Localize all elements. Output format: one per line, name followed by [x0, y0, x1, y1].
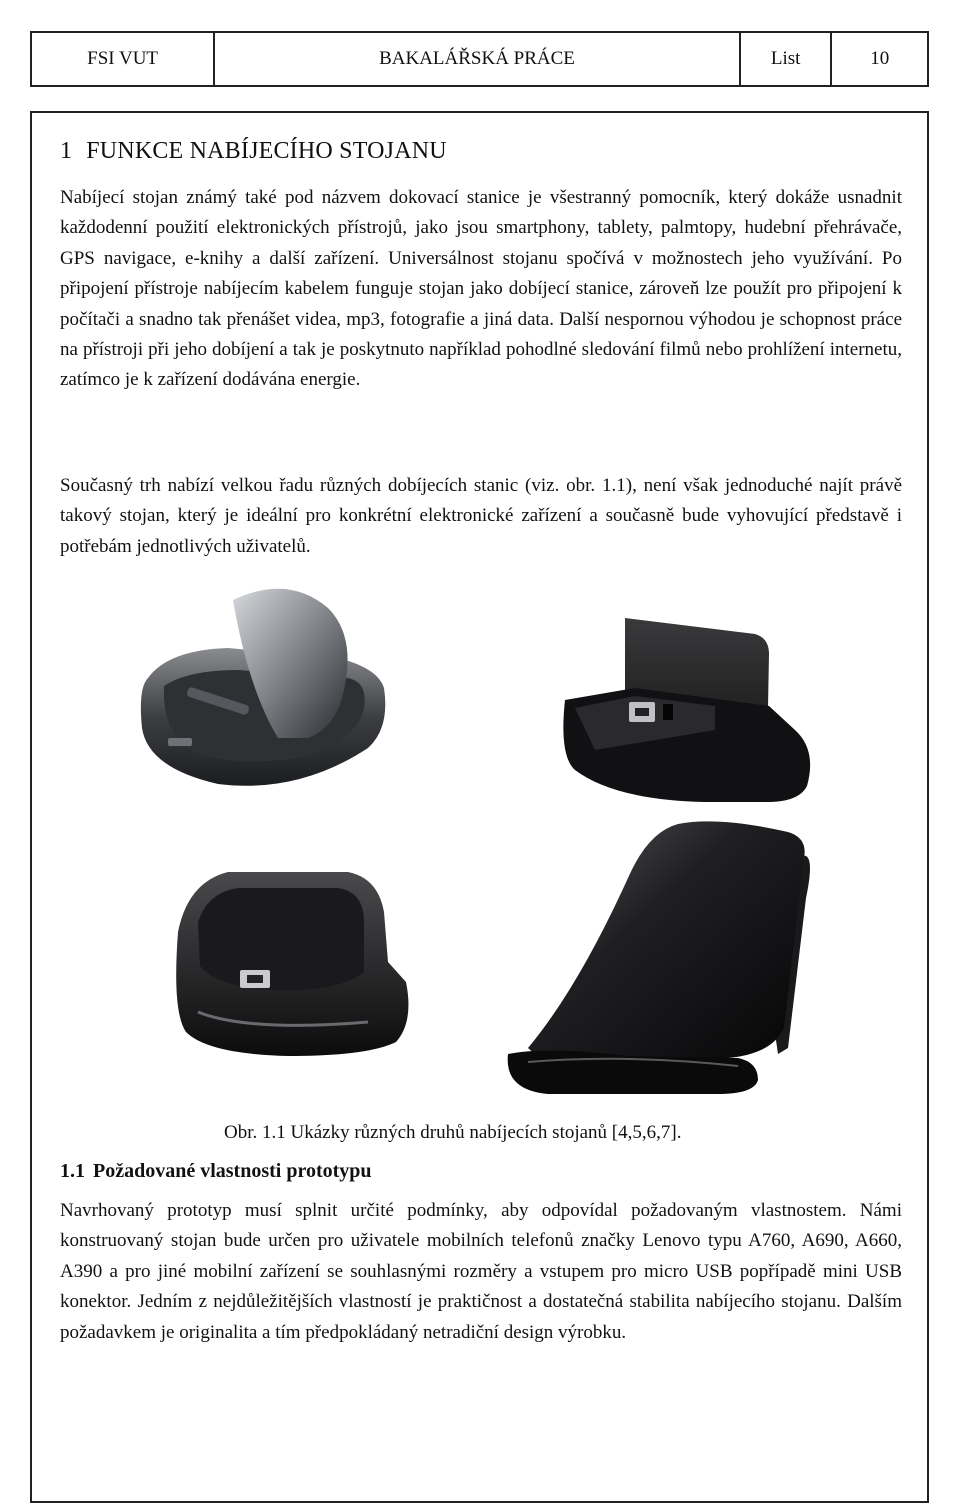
- dock-image-grey: [128, 578, 400, 792]
- section-heading: [60, 1160, 372, 1183]
- figure-caption: Obr. 1.1 Ukázky různých druhů nabíjecích stojanů [4,5,6,7].: [224, 1122, 682, 1143]
- paragraph-intro: Nabíjecí stojan známý také pod názvem dokovací stanice je všestranný pomocník, který dokáže usnadnit každodenní použití elektronických přístrojů, jako jsou smartphony, tablety, palmtopy, hudební přehrávače, GPS navigace, e-knihy a další zařízení. Universálnost stojanu spočívá v možnostech jeho využívání. Po připojení přístroje nabíjecím kabelem funguje stojan jako dobíjecí stanice, zároveň lze použít pro připojení k počítači a snadno tak přenášet videa, mp3, fotografie a jiná data. Další nespornou výhodou je schopnost práce na přístroji při jeho dobíjení a tak je poskytnuto například pohodlné sledování filmů nebo prohlížení internetu, zatímco je k zařízení dodávána energie.: [60, 187, 902, 391]
- paragraph-prototype: Navrhovaný prototyp musí splnit určité podmínky, aby odpovídal požadovaným vlastnostem. Námi konstruovaný stojan bude určen pro uživatele mobilních telefonů značky Lenovo typu A760, A690, A660, A390 a pro jiné mobilní zařízení se souhlasnými rozměry a vstupem pro micro USB popřípadě mini USB konektor. Jedním z nejdůležitějších vlastností je praktičnost a dostatečná stabilita nabíjecího stojanu. Dalším požadavkem je originalita a tím předpokládaný netradiční design výrobku.: [60, 1200, 902, 1343]
- section-title: Požadované vlastnosti prototypu: [93, 1160, 372, 1182]
- header-doc-type: BAKALÁŘSKÁ PRÁCE: [215, 33, 741, 85]
- section-number: 1.1: [60, 1160, 85, 1182]
- page-header: [30, 31, 929, 87]
- chapter-title: FUNKCE NABÍJECÍHO STOJANU: [86, 138, 447, 164]
- dock-image-tilted-stand: [488, 818, 828, 1096]
- chapter-heading: [60, 138, 447, 165]
- header-page-number: 10: [870, 48, 890, 69]
- chapter-number: 1: [60, 138, 73, 164]
- paragraph-market: Současný trh nabízí velkou řadu různých dobíjecích stanic (viz. obr. 1.1), není však jednoduché najít právě takový stojan, který je ideální pro konkrétní elektronické zařízení a současně bude vyhovující představě i potřebám jednotlivých uživatelů.: [60, 475, 902, 557]
- dock-image-black-port: [555, 610, 819, 806]
- header-sheet-label: List: [741, 33, 833, 85]
- dock-image-cradle: [168, 862, 412, 1056]
- header-school: FSI VUT: [32, 33, 215, 85]
